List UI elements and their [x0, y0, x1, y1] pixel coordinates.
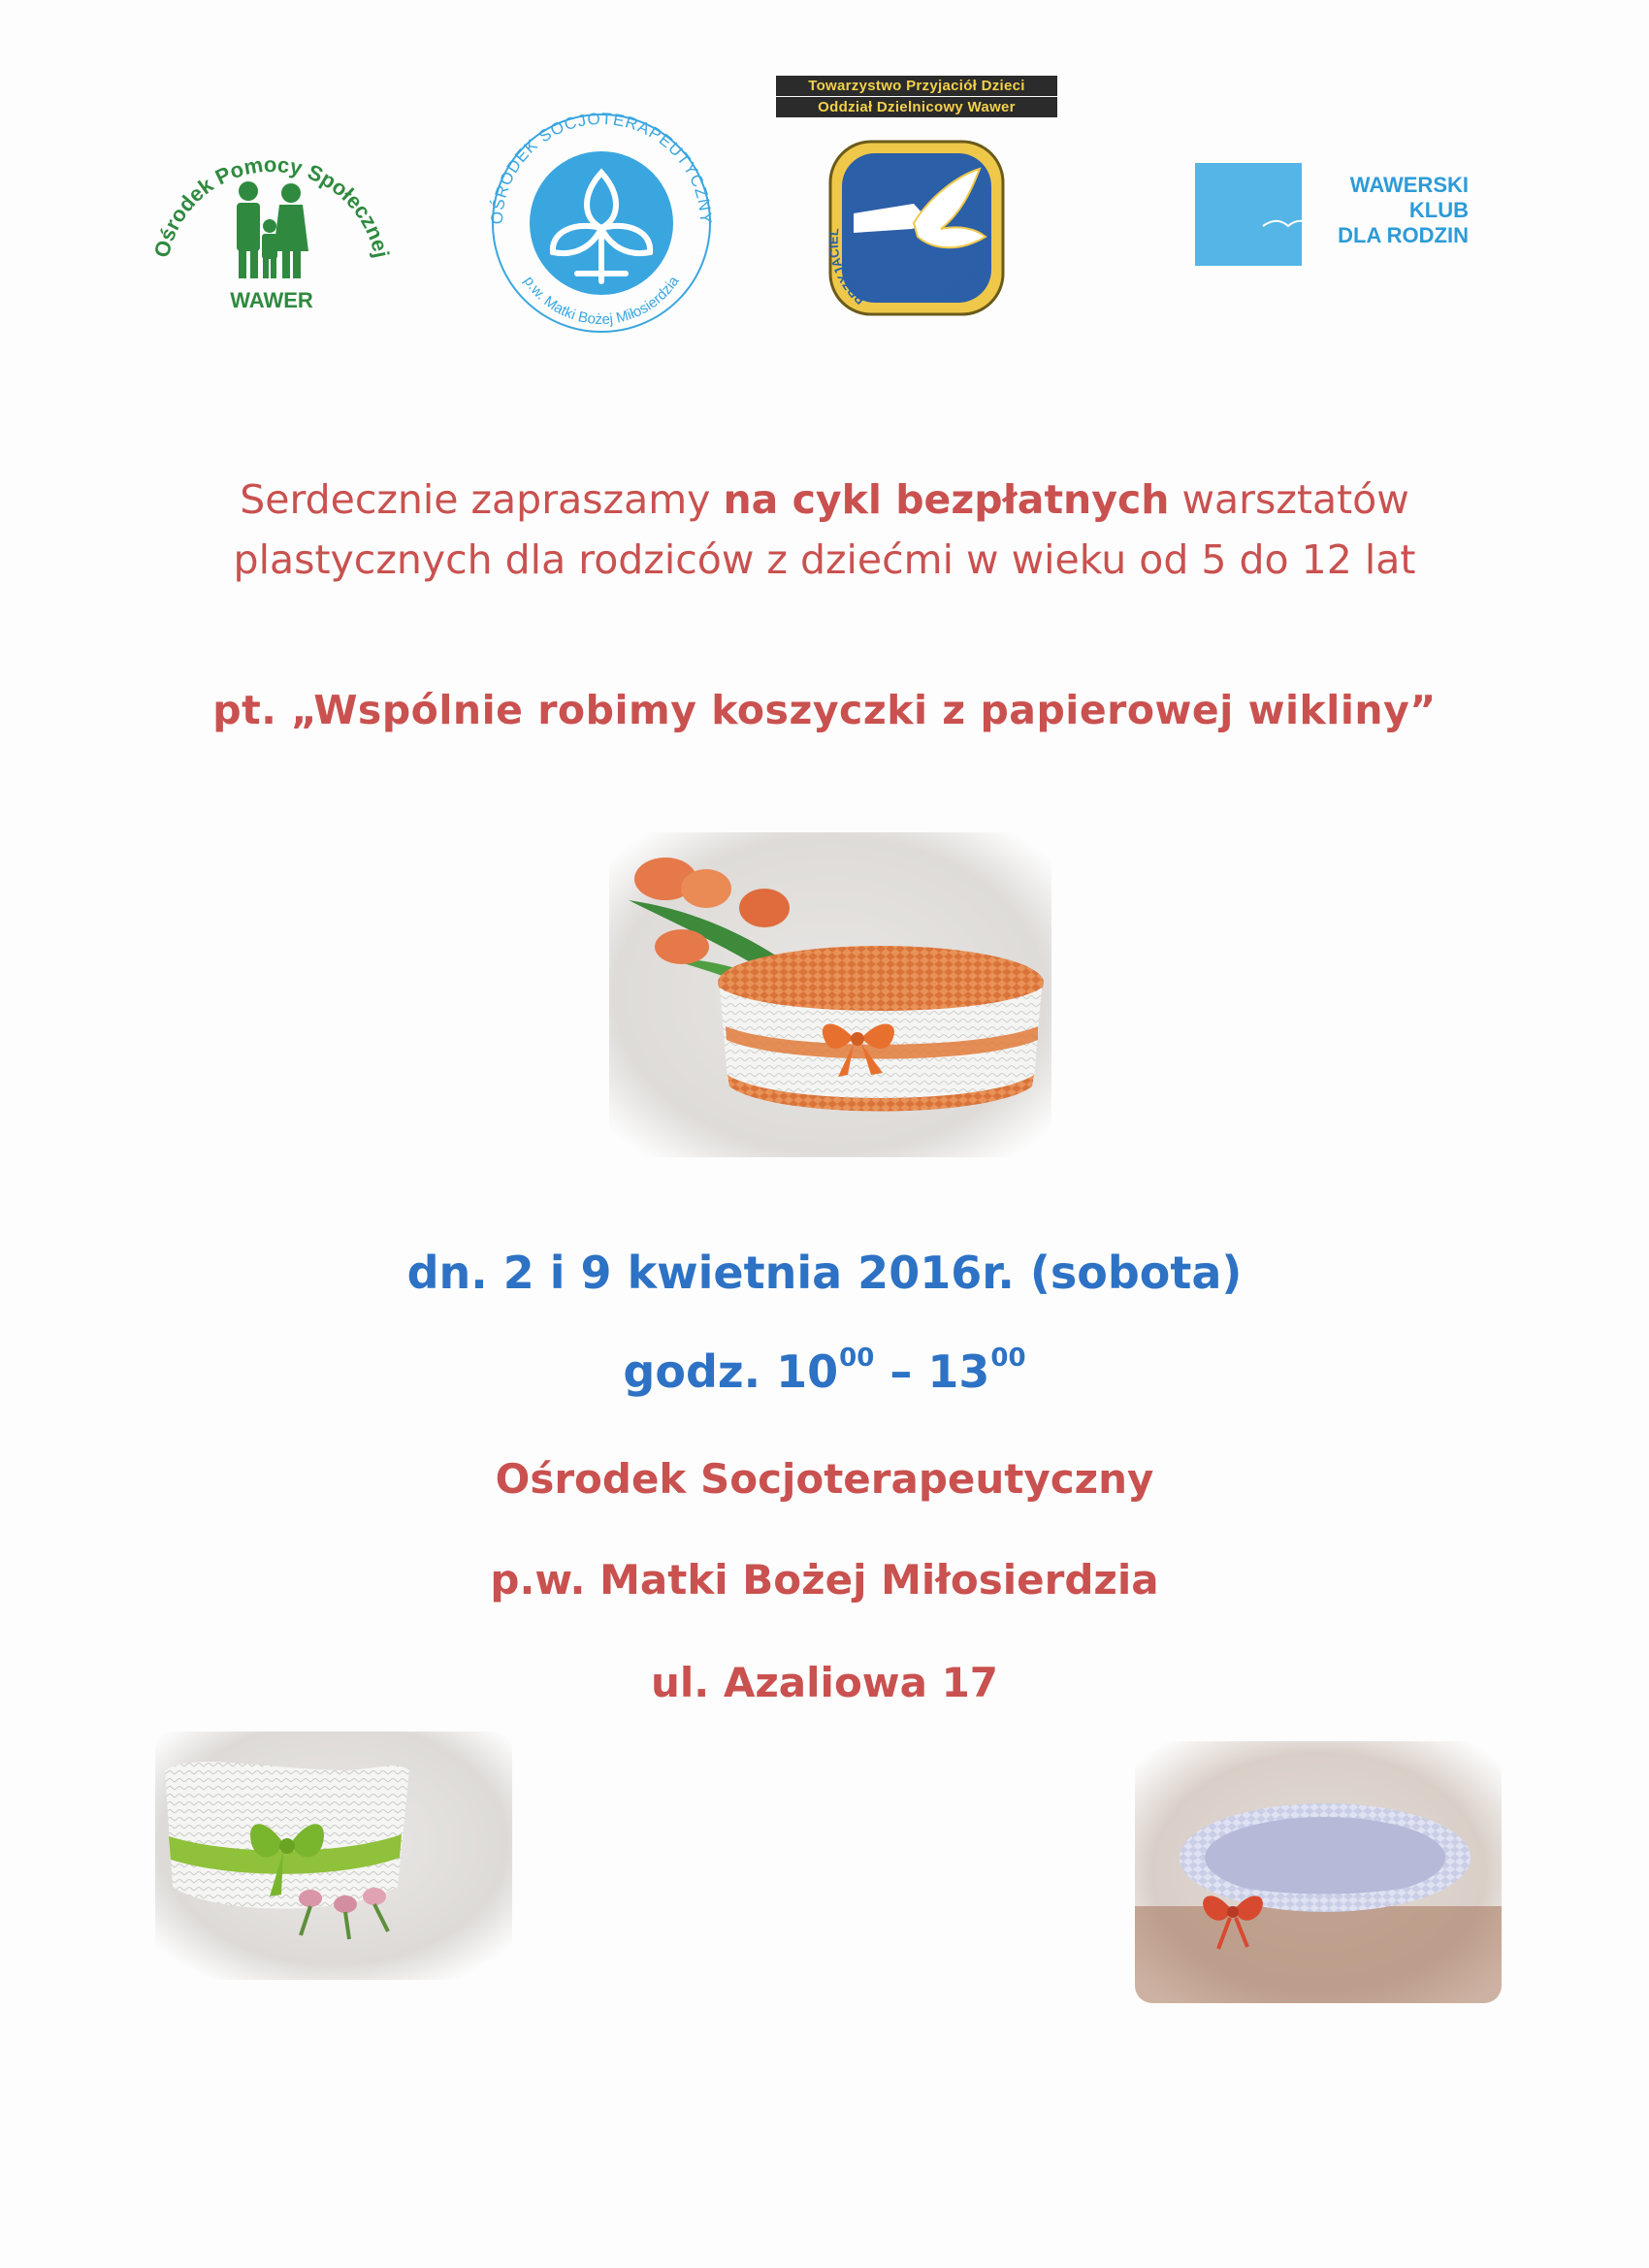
ops-arc-text: Ośrodek Pomocy Społecznej	[148, 151, 395, 260]
logo-tpd	[776, 76, 1057, 328]
photo-white-basket	[155, 1732, 512, 1980]
event-date: dn. 2 i 9 kwietnia 2016r. (sobota)	[406, 1247, 1243, 1299]
intro-line1-a: Serdecznie zapraszamy	[240, 476, 724, 523]
tpd-badge-left: PRZYJACIEL	[825, 227, 868, 308]
hours-dash: – 13	[874, 1345, 990, 1398]
wk-label	[1304, 173, 1469, 248]
wk-square	[1195, 163, 1302, 266]
os-arc-text: OŚRODEK SOCJOTERAPEUTYCZNY	[487, 109, 716, 225]
wk-line2: KLUB	[1408, 198, 1469, 222]
workshop-title: pt. „Wspólnie robimy koszyczki z papierowej wikliny”	[212, 687, 1437, 733]
tpd-badge-right: DZIECKA	[929, 265, 982, 307]
venue-address: ul. Azaliowa 17	[650, 1659, 999, 1706]
tpd-badge-icon	[824, 136, 1009, 320]
os-emblem-icon	[475, 97, 728, 349]
logo-wawerski-klub	[1195, 163, 1476, 270]
hours-end-minutes: 00	[990, 1344, 1026, 1373]
os-bottom-arc-text: p.w. Matki Bożej Miłosierdzia	[520, 273, 683, 329]
hours-start-minutes: 00	[839, 1344, 875, 1373]
intro-text	[0, 470, 1649, 590]
logo-osrodek-socjoterapeutyczny	[475, 97, 728, 349]
event-hours	[0, 1344, 1649, 1398]
hours-prefix: godz. 10	[623, 1345, 839, 1398]
wk-line1: WAWERSKI	[1349, 173, 1469, 197]
intro-line1-c: warsztatów	[1169, 476, 1409, 523]
ops-wawer-label: WAWER	[230, 288, 313, 312]
venue-patron: p.w. Matki Bożej Miłosierdzia	[490, 1556, 1159, 1604]
logo-osrodek-pomocy-spolecznej	[146, 131, 398, 325]
tpd-line2: Oddział Dzielnicowy Wawer	[776, 97, 1057, 117]
venue-name: Ośrodek Socjoterapeutyczny	[495, 1455, 1154, 1503]
tpd-line1: Towarzystwo Przyjaciół Dzieci	[776, 76, 1057, 96]
intro-line2: plastycznych dla rodziców z dziećmi w wieku od 5 do 12 lat	[233, 536, 1416, 583]
photo-main-basket	[609, 832, 1051, 1157]
wk-line3: DLA RODZIN	[1338, 223, 1469, 247]
intro-line1	[0, 470, 1649, 530]
intro-line1-b: na cykl bezpłatnych	[723, 476, 1170, 523]
photo-woven-bowl	[1135, 1741, 1502, 2003]
